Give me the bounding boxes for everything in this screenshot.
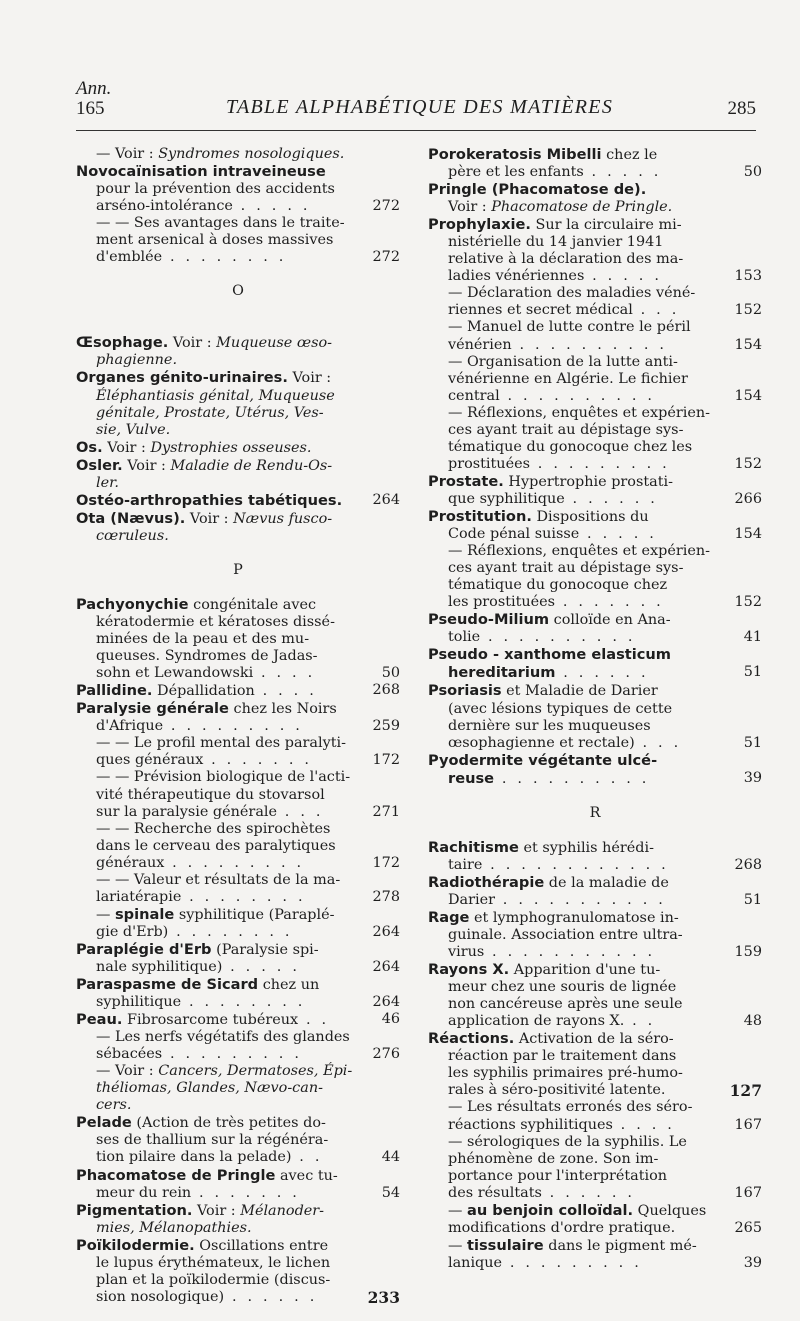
leader-dots: . . . . . . . . . .	[480, 629, 636, 646]
page-ref: 264	[372, 958, 400, 975]
leader-dots: . . . . . . . .	[181, 994, 306, 1011]
index-entry	[76, 682, 400, 700]
entry-text: hereditarium	[448, 664, 556, 682]
leader-dots: . . . . . . . . .	[164, 854, 305, 871]
index-entry	[76, 1029, 400, 1063]
entry-text: Osler.	[76, 456, 123, 474]
entry-text: — — Prévision biologique de l'acti-	[96, 769, 351, 786]
entry-text: Dispositions du	[531, 508, 649, 525]
entry-text: — Les nerfs végétatifs des glandes	[96, 1029, 350, 1046]
entry-text: cers.	[96, 1097, 132, 1114]
entry-text: Paraplégie d'Erb	[76, 940, 212, 958]
index-entry	[428, 285, 762, 319]
entry-text: Organes génito-urinaires.	[76, 369, 288, 387]
leader-dots: . . . . . . . . .	[502, 1254, 643, 1271]
entry-text: tématique du gonocoque chez	[448, 577, 668, 594]
entry-text: (Action de très petites do-	[131, 1115, 326, 1132]
page-ref: 41	[743, 629, 762, 646]
page-ref: 51	[743, 891, 762, 908]
entry-text: reuse	[448, 769, 495, 787]
leader-dots: . . . . . . . . . . .	[484, 944, 656, 961]
entry-text: sébacées	[96, 1046, 163, 1063]
entry-text: (Paralysie spi-	[211, 941, 319, 958]
entry-text: — sérologiques de la syphilis. Le	[448, 1133, 687, 1150]
entry-text: sion nosologique)	[96, 1288, 225, 1305]
index-entry	[76, 976, 400, 1011]
page-ref: 44	[381, 1149, 400, 1166]
annales-abbrev: Ann.	[76, 78, 112, 99]
entry-text: d'emblée	[96, 249, 163, 266]
entry-text: cœruleus.	[96, 527, 169, 544]
entry-text: d'Afrique	[96, 718, 164, 735]
index-entry	[76, 1114, 400, 1166]
entry-text: au benjoin colloïdal.	[466, 1201, 634, 1219]
entry-text: Voir :	[185, 510, 234, 527]
index-entry	[428, 1202, 762, 1237]
index-entry	[428, 146, 762, 181]
entry-text: Maladie de Rendu-Os-	[170, 457, 333, 474]
page-ref: 39	[743, 769, 762, 786]
entry-text: Rachitisme	[428, 838, 519, 856]
entry-text: Poïkilodermie.	[76, 1236, 195, 1254]
entry-text: père et les enfants	[448, 164, 584, 181]
entry-text: réaction par le traitement dans	[448, 1048, 677, 1065]
leader-dots: . . .	[632, 302, 680, 319]
page-ref: 172	[372, 854, 400, 871]
index-entry	[76, 1237, 400, 1306]
leader-dots: . . . . . .	[555, 665, 649, 682]
page-ref: 153	[734, 268, 762, 285]
entry-text: dans le cerveau des paralytiques	[96, 837, 336, 854]
entry-text: Voir :	[192, 1202, 241, 1219]
entry-text: Voir :	[168, 335, 217, 352]
entry-text: Mélanoder-	[240, 1202, 325, 1219]
entry-text: — Manuel de lutte contre le péril	[448, 319, 691, 336]
leader-dots: . . . . . . . .	[168, 923, 293, 940]
entry-text: —	[448, 1237, 467, 1254]
entry-text: Dystrophies osseuses.	[150, 439, 312, 456]
entry-text: réactions syphilitiques	[448, 1116, 613, 1133]
entry-text: ques généraux	[96, 752, 204, 769]
entry-text: théliomas, Glandes, Nævo-can-	[96, 1080, 323, 1097]
entry-text: — Réflexions, enquêtes et expérien-	[448, 543, 711, 560]
entry-text: que syphilitique	[448, 490, 565, 507]
entry-text: et Maladie de Darier	[501, 683, 658, 700]
leader-dots: . . . . .	[579, 526, 658, 543]
page-number: 285	[727, 98, 756, 119]
entry-text: ces ayant trait au dépistage sys-	[448, 421, 684, 438]
index-entry	[76, 1202, 400, 1237]
entry-text: Voir :	[287, 370, 332, 387]
leader-dots: . . . .	[253, 665, 316, 682]
index-entry	[428, 874, 762, 909]
index-entry	[428, 1030, 762, 1099]
entry-text: spinale	[114, 905, 175, 923]
index-entry	[76, 769, 400, 820]
entry-text: central	[448, 387, 500, 404]
entry-text: taire	[448, 856, 483, 873]
leader-dots: . .	[298, 1012, 330, 1029]
page-ref: 50	[381, 665, 400, 682]
entry-text: Voir :	[122, 457, 171, 474]
entry-text: sie, Vulve.	[96, 421, 171, 438]
entry-text: vité thérapeutique du stovarsol	[96, 786, 325, 803]
leader-dots: . . . . .	[232, 198, 311, 215]
entry-text: et lymphogranulomatose in-	[469, 909, 679, 926]
entry-text: Voir :	[102, 439, 151, 456]
page-ref: 167	[734, 1116, 762, 1133]
entry-text: ces ayant trait au dépistage sys-	[448, 560, 684, 577]
leader-dots: . . . . . . . .	[181, 888, 306, 905]
page-ref: 276	[372, 1046, 400, 1063]
page-ref: 272	[372, 249, 400, 266]
page-ref: 159	[734, 944, 762, 961]
entry-text: Pseudo - xanthome elasticum	[428, 646, 671, 664]
entry-text: — Voir :	[96, 1063, 159, 1080]
entry-text: et syphilis hérédi-	[518, 839, 654, 856]
entry-text: Phacomatose de Pringle	[76, 1166, 276, 1184]
section-letter: P	[233, 561, 243, 578]
entry-text: — — Recherche des spirochètes	[96, 820, 331, 837]
entry-text: modifications d'ordre pratique.	[448, 1219, 676, 1236]
entry-text: Porokeratosis Mibelli	[428, 146, 602, 163]
entry-text: Œsophage.	[76, 334, 169, 352]
entry-text: tion pilaire dans la pelade)	[96, 1149, 292, 1166]
index-entry	[428, 839, 762, 874]
index-entry	[428, 909, 762, 961]
entry-text: Ostéo-arthropathies tabétiques.	[76, 491, 343, 509]
index-entry	[428, 682, 762, 751]
page-ref: 154	[734, 526, 762, 543]
running-header	[76, 80, 756, 131]
entry-text: Pallidine.	[76, 682, 153, 700]
entry-text: Voir :	[448, 199, 492, 216]
entry-text: tissulaire	[466, 1236, 544, 1254]
index-entry	[76, 146, 400, 163]
entry-text: chez un	[258, 977, 320, 994]
entry-text: portance pour l'interprétation	[448, 1167, 668, 1184]
page-ref: 50	[743, 164, 762, 181]
page-ref: 272	[372, 198, 400, 215]
page-ref: 152	[734, 594, 762, 611]
index-entry	[428, 473, 762, 508]
index-entry	[428, 752, 762, 788]
index-entry	[76, 596, 400, 682]
index-entry	[428, 646, 762, 682]
leader-dots: . . . . . . .	[203, 752, 313, 769]
entry-text: les syphilis primaires pré-humo-	[448, 1065, 683, 1082]
entry-text: des résultats	[448, 1184, 542, 1201]
index-entry	[76, 334, 400, 369]
entry-text: Paraspasme de Sicard	[76, 976, 259, 994]
entry-text: ler.	[96, 474, 119, 491]
leader-dots: . . . . . . . . . . .	[495, 891, 667, 908]
entry-text: dans le pigment mé-	[543, 1237, 697, 1254]
entry-text: syphilitique	[96, 994, 182, 1011]
index-entry	[76, 510, 400, 545]
entry-text: — — Le profil mental des paralyti-	[96, 735, 346, 752]
index-entry	[76, 1063, 400, 1114]
left-column	[76, 146, 400, 1306]
leader-dots: . . . . . . . . . . . .	[482, 856, 669, 873]
leader-dots: . . . . . . . . . .	[494, 770, 650, 787]
leader-dots: . . . . . .	[541, 1184, 636, 1201]
page-ref: 51	[743, 664, 762, 681]
entry-text: Éléphantiasis génital, Muqueuse	[96, 387, 335, 404]
entry-text: queuses. Syndromes de Jadas-	[96, 648, 318, 665]
leader-dots: . . . . . .	[224, 1288, 318, 1305]
entry-text: riennes et secret médical	[448, 302, 633, 319]
page-ref: 259	[372, 718, 400, 735]
entry-text: Pyodermite végétante ulcé-	[428, 751, 658, 769]
page-ref: 233	[367, 1287, 400, 1307]
leader-dots: . . . . . . . . .	[530, 455, 670, 472]
entry-text: relative à la déclaration des ma-	[448, 251, 684, 268]
entry-text: Darier	[448, 891, 495, 908]
leader-dots: . . . .	[612, 1116, 676, 1133]
entry-text: congénitale avec	[188, 596, 317, 613]
index-entry	[428, 508, 762, 543]
leader-dots: . . . . . . . . . .	[511, 336, 668, 353]
entry-text: chez le	[601, 147, 658, 163]
page-title: TABLE ALPHABÉTIQUE DES MATIÈRES	[226, 96, 614, 118]
leader-dots: . . . . . . .	[191, 1184, 301, 1201]
entry-text: — Organisation de la lutte anti-	[448, 353, 678, 370]
page-ref: 46	[381, 1011, 400, 1028]
leader-dots: . . . . . . . . . .	[499, 387, 656, 404]
page-ref: 266	[734, 490, 762, 507]
entry-text: Pigmentation.	[76, 1201, 193, 1219]
entry-text: Pelade	[76, 1114, 132, 1132]
entry-text: meur chez une souris de lignée	[448, 979, 677, 996]
entry-text: minées de la peau et des mu-	[96, 631, 310, 648]
entry-text: Code pénal suisse	[448, 526, 580, 543]
entry-text: Ota (Nævus).	[76, 509, 186, 527]
entry-text: Os.	[76, 438, 103, 456]
entry-text: œsophagienne et rectale)	[448, 734, 635, 751]
entry-text: sohn et Lewandowski	[96, 665, 254, 682]
page-ref: 152	[734, 302, 762, 319]
page-ref: 264	[372, 491, 400, 508]
entry-text: génitale, Prostate, Utérus, Ves-	[96, 404, 324, 421]
entry-text: tolie	[448, 629, 481, 646]
entry-text: — Les résultats erronés des séro-	[448, 1099, 693, 1116]
section-letter: O	[232, 283, 244, 300]
entry-text: Prophylaxie.	[428, 216, 531, 234]
entry-text: pour la prévention des accidents	[96, 181, 335, 198]
index-entry	[76, 215, 400, 266]
index-entry	[428, 1134, 762, 1202]
entry-text: vénérien	[448, 336, 512, 353]
entry-text: nistérielle du 14 janvier 1941	[448, 234, 664, 251]
entry-text: vénérienne en Algérie. Le fichier	[448, 370, 688, 387]
page-ref: 271	[372, 803, 400, 820]
page-ref: 268	[734, 856, 762, 873]
page-ref: 167	[734, 1184, 762, 1201]
entry-text: Prostate.	[428, 472, 504, 490]
entry-text: syphilitique (Paraplé-	[174, 906, 335, 923]
page-ref: 54	[381, 1184, 400, 1201]
entry-text: Dépallidation	[152, 683, 255, 700]
leader-dots: . . . .	[254, 683, 317, 700]
entry-text: Radiothérapie	[428, 873, 545, 891]
entry-text: de la maladie de	[544, 874, 669, 891]
entry-text: —	[96, 906, 115, 923]
entry-text: gie d'Erb)	[96, 923, 169, 940]
entry-text: Rayons X.	[428, 961, 510, 979]
entry-text: Muqueuse œso-	[216, 335, 333, 352]
entry-text: nale syphilitique)	[96, 958, 223, 975]
index-entry	[428, 405, 762, 473]
section-letter: R	[589, 804, 601, 821]
leader-dots: . . .	[277, 803, 324, 820]
page-ref: 172	[372, 752, 400, 769]
entry-text: Quelques	[633, 1202, 707, 1219]
entry-text: Psoriasis	[428, 682, 502, 700]
leader-dots: . . . . . . . .	[162, 249, 287, 266]
page-ref: 39	[743, 1254, 762, 1271]
entry-text: Peau.	[76, 1011, 123, 1029]
index-entry	[428, 961, 762, 1030]
entry-text: Pachyonychie	[76, 595, 189, 613]
entry-text: —	[448, 1202, 467, 1219]
entry-heading: Novocaïnisation intraveineuse	[76, 163, 326, 181]
index-entry	[428, 1099, 762, 1133]
page-ref: 51	[743, 734, 762, 751]
right-column	[428, 146, 762, 1272]
page-ref: 268	[372, 682, 400, 699]
entry-text: mies, Mélanopathies.	[96, 1219, 252, 1236]
index-entry	[76, 735, 400, 769]
index-entry	[428, 1237, 762, 1272]
entry-text: lanique	[448, 1254, 503, 1271]
entry-text: Activation de la séro-	[514, 1031, 674, 1048]
entry-text: Pseudo-Milium	[428, 611, 550, 629]
entry-text: Sur la circulaire mi-	[530, 217, 682, 234]
entry-text: (avec lésions typiques de cette	[448, 700, 673, 717]
leader-dots: . . . . . . .	[555, 594, 664, 611]
leader-dots: . . . . . . . . .	[162, 1046, 303, 1063]
entry-text: tématique du gonocoque chez les	[448, 438, 693, 455]
leader-dots: . . . . . .	[564, 490, 659, 507]
entry-text: — Déclaration des maladies véné-	[448, 285, 696, 302]
index-entry	[428, 354, 762, 405]
entry-text: guinale. Association entre ultra-	[448, 927, 683, 944]
entry-text: Cancers, Dermatoses, Épi-	[158, 1063, 353, 1080]
entry-text: kératodermie et kératoses dissé-	[96, 614, 335, 631]
entry-text: Fibrosarcome tubéreux	[122, 1012, 299, 1029]
volume-number: 165	[76, 98, 105, 119]
index-entry	[428, 216, 762, 285]
entry-text: Nævus fusco-	[233, 510, 333, 527]
page-ref: 127	[729, 1081, 762, 1101]
entry-text: le lupus érythémateux, le lichen	[96, 1254, 331, 1271]
entry-text: application de rayons X.	[448, 1013, 625, 1030]
index-entry	[76, 457, 400, 492]
entry-text: Apparition d'une tu-	[509, 962, 661, 979]
entry-text: ses de thallium sur la régénéra-	[96, 1132, 329, 1149]
entry-text: arséno-intolérance	[96, 198, 233, 215]
entry-text: Syndromes nosologiques.	[158, 146, 345, 162]
entry-text: non cancéreuse après une seule	[448, 996, 683, 1013]
entry-text: Prostitution.	[428, 507, 532, 525]
index-entry	[428, 181, 762, 216]
leader-dots: . . . . . . . . .	[163, 718, 304, 735]
entry-text: plan et la poïkilodermie (discus-	[96, 1271, 331, 1288]
entry-text: phénomène de zone. Son im-	[448, 1150, 659, 1167]
entry-text: Réactions.	[428, 1030, 515, 1048]
page-ref: 154	[734, 387, 762, 404]
leader-dots: . . . . .	[584, 268, 663, 285]
index-entry	[76, 492, 400, 510]
page-ref: 48	[743, 1013, 762, 1030]
index-entry	[76, 872, 400, 906]
entry-text: généraux	[96, 854, 165, 871]
entry-text: Rage	[428, 908, 470, 926]
index-entry	[76, 821, 400, 872]
index-entry	[428, 543, 762, 611]
page-ref: 264	[372, 923, 400, 940]
entry-text: virus	[448, 944, 485, 961]
index-entry	[76, 941, 400, 976]
entry-text: chez les Noirs	[228, 701, 337, 718]
index-entry	[76, 1167, 400, 1202]
entry-text: sur la paralysie générale	[96, 803, 278, 820]
page-ref: 154	[734, 336, 762, 353]
entry-text: Hypertrophie prostati-	[503, 473, 673, 490]
page-ref: 264	[372, 994, 400, 1011]
entry-text: — — Ses avantages dans le traite-	[96, 215, 345, 232]
entry-text: Pringle (Phacomatose de).	[428, 181, 647, 199]
index-entry	[76, 700, 400, 735]
entry-text: les prostituées	[448, 594, 556, 611]
leader-dots: . .	[624, 1013, 656, 1030]
entry-text: prostituées	[448, 455, 530, 472]
leader-dots: . . . . .	[222, 958, 301, 975]
index-entry	[76, 163, 400, 215]
entry-text: Paralysie générale	[76, 700, 229, 718]
index-entry	[76, 439, 400, 457]
index-entry	[428, 611, 762, 646]
index-entry	[76, 906, 400, 941]
entry-text: — Voir :	[96, 146, 159, 162]
entry-text: phagienne.	[96, 352, 178, 369]
entry-text: dernière sur les muqueuses	[448, 717, 651, 734]
entry-text: ment arsenical à doses massives	[96, 232, 334, 249]
entry-text: rales à séro-positivité latente.	[448, 1082, 666, 1099]
leader-dots: . . .	[634, 734, 682, 751]
entry-text: Oscillations entre	[194, 1237, 329, 1254]
entry-text: — Réflexions, enquêtes et expérien-	[448, 404, 711, 421]
entry-text: colloïde en Ana-	[549, 612, 671, 629]
page-ref: 265	[734, 1219, 762, 1236]
index-entry	[428, 319, 762, 353]
entry-text: avec tu-	[275, 1167, 338, 1184]
page-ref: 152	[734, 455, 762, 472]
entry-text: lariatérapie	[96, 888, 182, 905]
entry-text: Phacomatose de Pringle.	[491, 199, 673, 216]
entry-text: meur du rein	[96, 1184, 192, 1201]
index-entry	[76, 369, 400, 438]
leader-dots: . .	[291, 1149, 323, 1166]
leader-dots: . . . . .	[583, 164, 662, 181]
entry-text: — — Valeur et résultats de la ma-	[96, 871, 341, 888]
page-ref: 278	[372, 888, 400, 905]
entry-text: ladies vénériennes	[448, 268, 585, 285]
index-entry	[76, 1011, 400, 1029]
